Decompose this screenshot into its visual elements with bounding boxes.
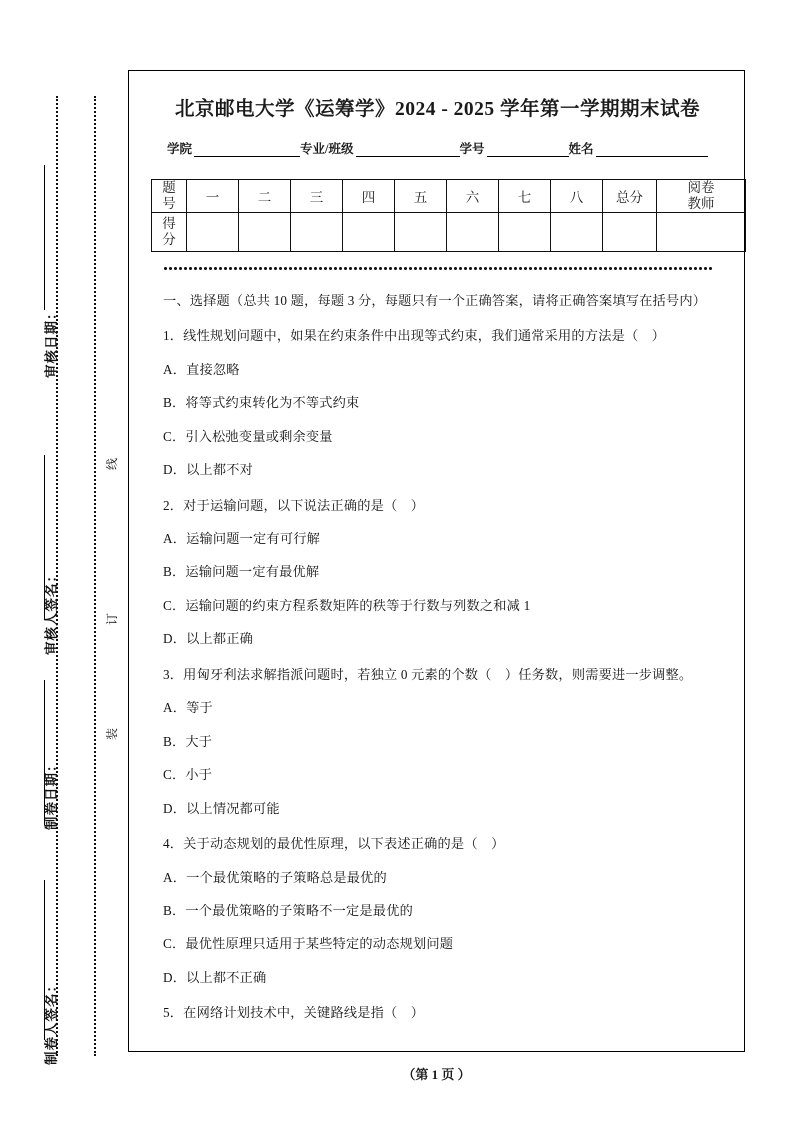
question-4-option-a[interactable]: A．一个最优策略的子策略总是最优的 — [163, 869, 387, 885]
score-cell-6[interactable] — [447, 212, 499, 251]
binding-dotted-line-inner — [94, 96, 96, 1056]
binding-label-review-date: 审核日期： — [44, 305, 59, 378]
score-col-teacher-l1: 阅卷 — [687, 180, 715, 195]
score-col-6: 六 — [447, 180, 499, 213]
score-col-2: 二 — [239, 180, 291, 213]
question-4-option-d[interactable]: D．以上都不正确 — [163, 969, 267, 985]
score-table-row-label-question — [152, 180, 187, 213]
field-college-label: 学院 — [167, 142, 193, 156]
row-label-question-l1: 题 — [162, 180, 176, 195]
binding-label-production-date: 制卷日期： — [44, 757, 59, 830]
question-4-option-b[interactable]: B．一个最优策略的子策略不一定是最优的 — [163, 903, 413, 918]
score-cell-8[interactable] — [551, 212, 603, 251]
question-2-option-d[interactable]: D．以上都正确 — [163, 631, 254, 647]
question-3-option-d[interactable]: D．以上情况都可能 — [163, 800, 280, 816]
question-2-option-a[interactable]: A．运输问题一定有可行解 — [163, 531, 320, 547]
score-col-8: 八 — [551, 180, 603, 213]
score-col-teacher-l2: 教师 — [687, 195, 715, 211]
seam-mark-ding: 订 — [101, 613, 122, 625]
row-label-score-l2: 分 — [162, 231, 176, 247]
score-table-value-row — [152, 212, 746, 251]
page-number-footer: （第 1 页 ） — [402, 1067, 471, 1082]
score-table-row-label-score — [152, 212, 187, 251]
field-major-class-label: 专业/班级 — [300, 142, 354, 156]
score-col-3: 三 — [291, 180, 343, 213]
question-1-option-b[interactable]: B．将等式约束转化为不等式约束 — [163, 395, 360, 411]
binding-label-reviewer-signature: 审核人签名： — [44, 568, 59, 655]
field-name-input[interactable] — [596, 143, 708, 157]
row-label-question-l2: 号 — [162, 195, 176, 211]
question-2-stem: 2．对于运输问题，以下说法正确的是（ ） — [163, 497, 425, 513]
question-3-option-a[interactable]: A．等于 — [163, 700, 213, 716]
question-3-option-b[interactable]: B．大于 — [163, 733, 213, 749]
field-major-class — [300, 139, 459, 157]
exam-title: 北京邮电大学《运筹学》2024 - 2025 学年第一学期期末试卷 — [174, 99, 701, 120]
score-col-total: 总分 — [603, 180, 657, 213]
score-cell-1[interactable] — [187, 212, 239, 251]
field-student-id-input[interactable] — [487, 143, 569, 157]
score-table — [151, 179, 746, 252]
score-col-teacher — [657, 180, 746, 213]
question-1-option-a[interactable]: A．直接忽略 — [163, 361, 240, 377]
question-5-stem: 5．在网络计划技术中，关键路线是指（ ） — [163, 1005, 425, 1021]
question-2-option-c[interactable]: C．运输问题的约束方程系数矩阵的秩等于行数与列数之和减 1 — [163, 597, 531, 613]
score-cell-3[interactable] — [291, 212, 343, 251]
score-cell-total[interactable] — [603, 212, 657, 251]
score-col-1: 一 — [187, 180, 239, 213]
row-label-score-l1: 得 — [162, 215, 176, 231]
field-college-input[interactable] — [194, 143, 300, 157]
seam-mark-zhuang: 装 — [101, 728, 122, 740]
question-4-option-c[interactable]: C．最优性原理只适用于某些特定的动态规划问题 — [163, 936, 454, 952]
field-name — [569, 139, 708, 157]
question-4-stem: 4．关于动态规划的最优性原理，以下表述正确的是（ ） — [163, 836, 505, 852]
question-1-option-d[interactable]: D．以上都不对 — [163, 462, 254, 478]
field-major-class-input[interactable] — [356, 143, 460, 157]
score-cell-5[interactable] — [395, 212, 447, 251]
score-table-header-row — [152, 180, 746, 213]
score-cell-2[interactable] — [239, 212, 291, 251]
section-heading-choice: 一、选择题（总共 10 题，每题 3 分，每题只有一个正确答案，请将正确答案填写在括号内） — [163, 292, 707, 308]
exam-page-frame — [128, 70, 745, 1052]
field-student-id-label: 学号 — [459, 142, 485, 156]
field-college — [167, 139, 300, 157]
binding-label-producer-signature: 制卷人签名： — [44, 978, 59, 1065]
student-info-row — [167, 139, 724, 157]
binding-rule-1 — [44, 165, 45, 310]
question-3-stem: 3．用匈牙利法求解指派问题时，若独立 0 元素的个数（ ）任务数，则需要进一步调整。 — [163, 666, 693, 682]
binding-margin-zone — [0, 0, 128, 1122]
seam-mark-xian: 线 — [101, 458, 122, 470]
question-1-option-c[interactable]: C．引入松弛变量或剩余变量 — [163, 428, 333, 444]
field-student-id — [460, 139, 569, 157]
score-cell-4[interactable] — [343, 212, 395, 251]
score-col-4: 四 — [343, 180, 395, 213]
question-2-option-b[interactable]: B．运输问题一定有最优解 — [163, 564, 320, 580]
exam-body — [151, 271, 724, 1024]
question-1-stem: 1．线性规划问题中，如果在约束条件中出现等式约束，我们通常采用的方法是（ ） — [163, 328, 666, 344]
question-3-option-c[interactable]: C．小于 — [163, 767, 213, 783]
score-cell-teacher[interactable] — [657, 212, 746, 251]
score-cell-7[interactable] — [499, 212, 551, 251]
field-name-label: 姓名 — [568, 142, 594, 156]
score-col-5: 五 — [395, 180, 447, 213]
score-col-7: 七 — [499, 180, 551, 213]
